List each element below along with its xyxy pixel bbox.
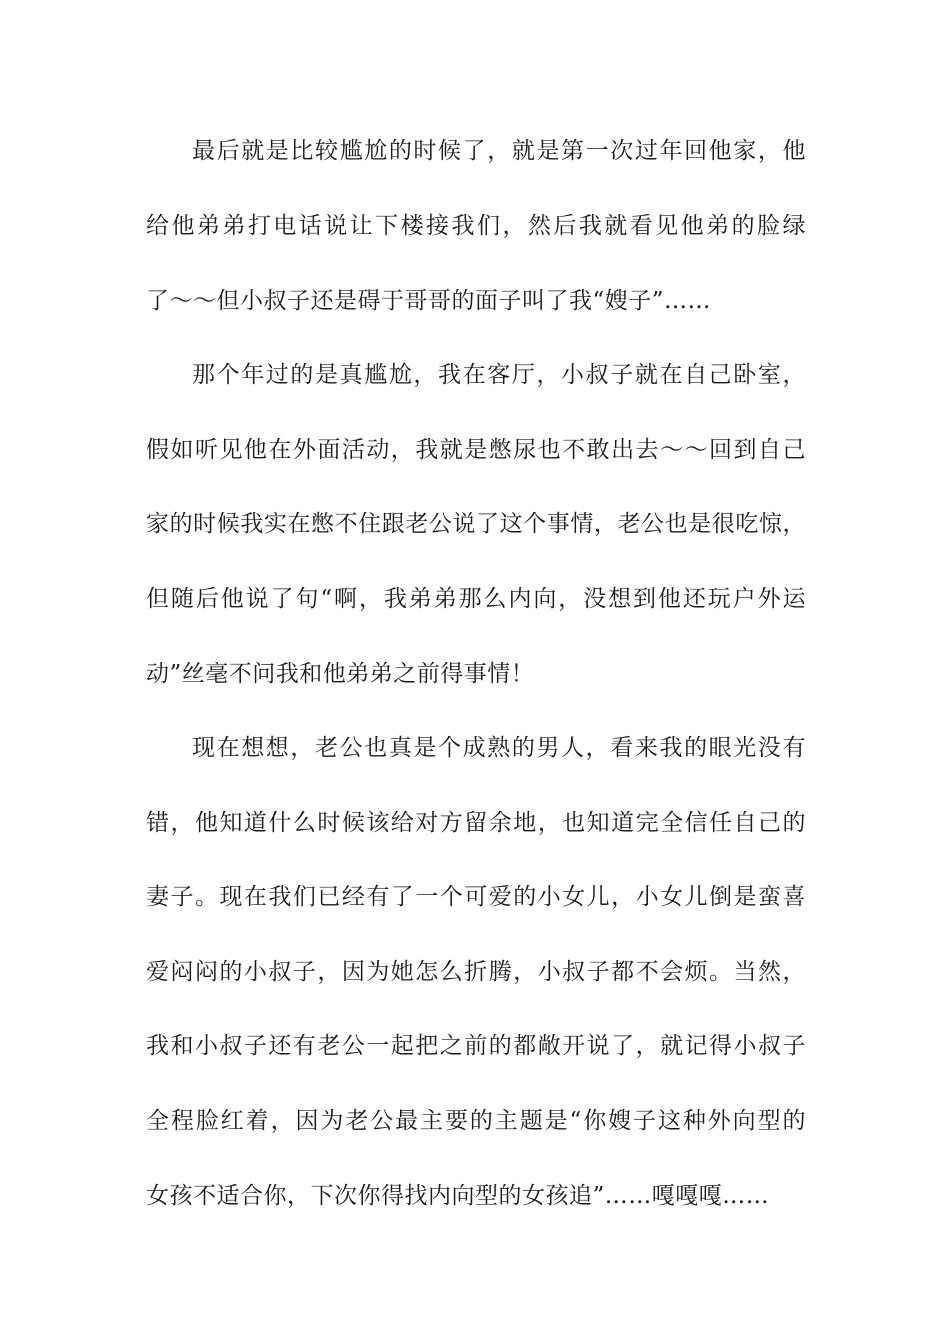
paragraph-3-line-4: 爱闷闷的小叔子，因为她怎么折腾，小叔子都不会烦。当然， <box>146 959 806 985</box>
paragraph-3-line-5: 我和小叔子还有老公一起把之前的都敞开说了，就记得小叔子 <box>146 1033 806 1059</box>
paragraph-2-line-4: 但随后他说了句“啊，我弟弟那么内向，没想到他还玩户外运 <box>146 586 806 612</box>
paragraph-1-line-1: 最后就是比较尴尬的时候了，就是第一次过年回他家，他 <box>192 138 806 164</box>
paragraph-1-line-2: 给他弟弟打电话说让下楼接我们，然后我就看见他弟的脸绿 <box>146 213 806 239</box>
paragraph-2-line-2: 假如听见他在外面活动，我就是憋尿也不敢出去～～回到自己 <box>146 437 806 463</box>
paragraph-2-line-1: 那个年过的是真尴尬，我在客厅，小叔子就在自己卧室， <box>192 362 806 388</box>
paragraph-2-line-5: 动”丝毫不问我和他弟弟之前得事情！ <box>146 661 535 687</box>
paragraph-3-line-1: 现在想想，老公也真是个成熟的男人，看来我的眼光没有 <box>192 735 806 761</box>
paragraph-3-line-3: 妻子。现在我们已经有了一个可爱的小女儿，小女儿倒是蛮喜 <box>146 884 806 910</box>
paragraph-1-line-3: 了～～但小叔子还是碍于哥哥的面子叫了我“嫂子”…… <box>146 288 712 314</box>
paragraph-3-line-7: 女孩不适合你，下次你得找内向型的女孩追”……嘎嘎嘎…… <box>146 1183 770 1209</box>
paragraph-3-line-2: 错，他知道什么时候该给对方留余地，也知道完全信任自己的 <box>146 810 806 836</box>
paragraph-2-line-3: 家的时候我实在憋不住跟老公说了这个事情，老公也是很吃惊， <box>146 511 806 537</box>
paragraph-3-line-6: 全程脸红着，因为老公最主要的主题是“你嫂子这种外向型的 <box>146 1108 806 1134</box>
